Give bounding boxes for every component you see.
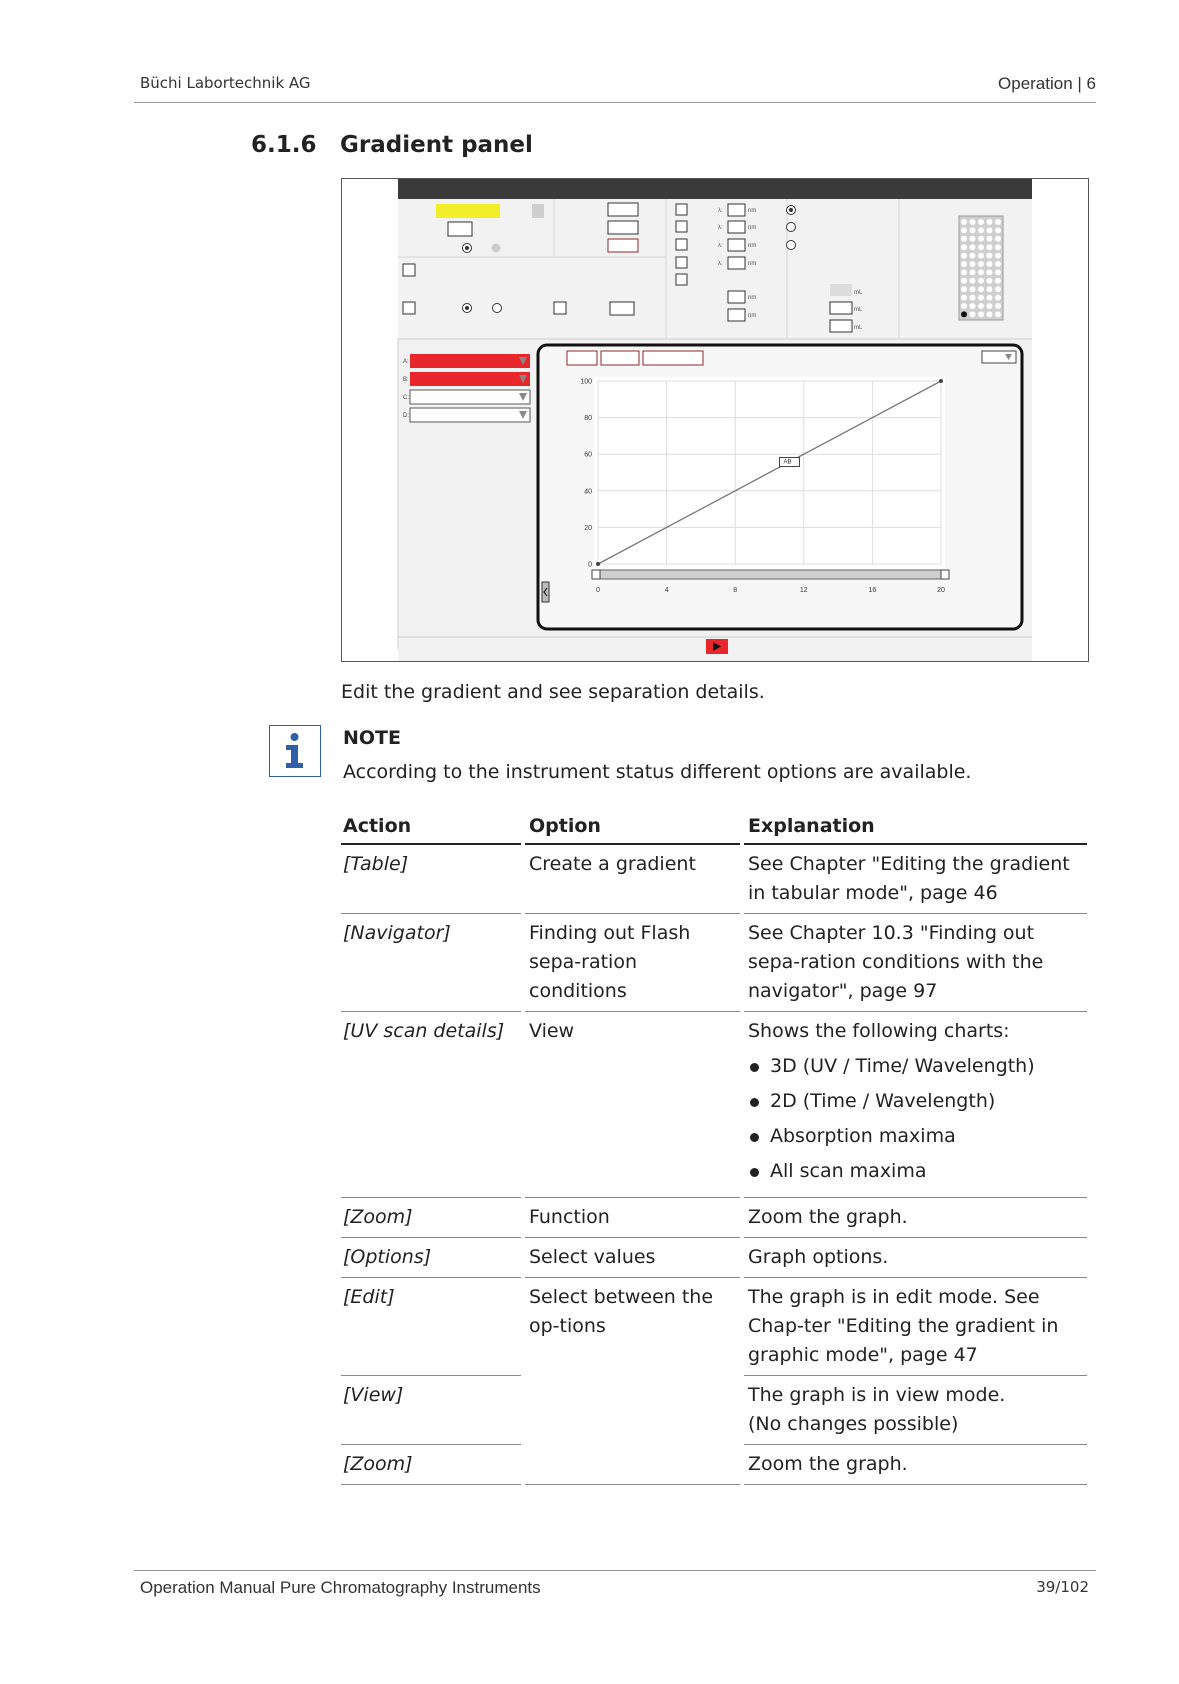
rack-tube[interactable] [970,253,976,259]
gradient-point[interactable] [596,562,600,566]
caption: Edit the gradient and see separation details. [341,681,765,703]
table-row [341,844,1087,914]
footer-divider [134,1570,1096,1571]
solvent-select-b[interactable] [410,372,530,386]
checkbox[interactable] [676,257,687,268]
rack-tube[interactable] [978,244,984,250]
rack-tube[interactable] [961,269,967,275]
input-box[interactable] [608,221,638,234]
rack-tube[interactable] [978,227,984,233]
wavelength-input[interactable] [728,257,745,269]
ml-label: mL [854,307,863,313]
ml-label: mL [854,325,863,331]
wavelength-input[interactable] [728,221,745,233]
lambda-label: λ: [718,225,723,231]
table-row [341,1238,1087,1278]
table-header-row [341,810,1087,844]
table-header-action: Action [341,810,523,844]
rack-tube[interactable] [978,219,984,225]
rack-tube[interactable] [970,295,976,301]
rack-tube[interactable] [987,295,993,301]
radio-disabled [492,244,501,253]
solvent-label-b: B: [403,377,409,383]
header-divider [134,102,1096,103]
explanation-cell: Graph options. [742,1238,1087,1278]
rack-tube[interactable] [987,261,993,267]
option-cell: Function [523,1198,742,1238]
volume-input[interactable] [830,302,852,314]
rack-tube[interactable] [987,303,993,309]
lambda-label: λ: [718,243,723,249]
lambda-label: λ: [718,261,723,267]
checkbox[interactable] [676,274,687,285]
rack-tube[interactable] [970,227,976,233]
rack-tube[interactable] [995,278,1001,284]
navigator-button[interactable] [601,351,639,365]
rack-tube[interactable] [970,244,976,250]
rack-tube[interactable] [987,244,993,250]
nm-label: nm [748,295,757,301]
volume-field [830,284,852,296]
table-row [341,1012,1087,1198]
rack-tube[interactable] [987,219,993,225]
rack-tube[interactable] [961,278,967,284]
fraction-rack[interactable] [959,216,1003,320]
rack-tube[interactable] [987,269,993,275]
y-tick-label: 80 [584,415,592,423]
explanation-text: (No changes possible) [748,1413,959,1435]
rack-tube[interactable] [978,261,984,267]
list-item: All scan maxima [748,1157,1085,1186]
y-tick-label: 60 [584,451,592,459]
x-tick-label: 20 [937,587,945,594]
lambda-label: λ: [718,208,723,214]
action-cell: [Navigator] [341,914,523,1012]
collapse-handle[interactable] [542,582,549,602]
volume-input[interactable] [830,320,852,332]
rack-tube[interactable] [970,278,976,284]
x-tick-label: 0 [596,587,600,594]
list-item: 2D (Time / Wavelength) [748,1087,1085,1116]
explanation-cell: Zoom the graph. [742,1445,1087,1485]
radio[interactable] [493,304,502,313]
table-row [341,914,1087,1012]
rack-tube[interactable] [961,261,967,267]
solvent-select-a[interactable] [410,354,530,368]
x-tick-label: 4 [664,587,669,594]
svg-text:AB: AB [783,459,792,466]
solvent-select-c[interactable] [410,390,530,404]
gradient-panel-screenshot [341,178,1089,662]
yellow-field[interactable] [436,204,500,218]
checkbox[interactable] [554,302,566,314]
x-tick-label: 12 [799,587,808,594]
wavelength-input[interactable] [728,204,745,216]
input-box[interactable] [610,302,634,315]
rack-tube[interactable] [978,295,984,301]
section-number: 6.1.6 [251,132,317,158]
rack-tube[interactable] [970,303,976,309]
footer-manual: Operation Manual Pure Chromatography Instruments [140,1578,541,1597]
chart-list [748,1052,1085,1186]
y-tick-label: 40 [584,488,592,496]
explanation-cell: The graph is in edit mode. See Chap-ter "Editing the gradient in graphic mode", page 47 [742,1278,1087,1376]
action-cell: [Options] [341,1238,523,1278]
explanation-cell [742,1012,1087,1198]
info-icon [269,725,321,777]
action-cell: [View] [341,1376,523,1445]
table-header-explanation: Explanation [742,810,1087,844]
option-cell: Select values [523,1238,742,1278]
rack-tube[interactable] [995,261,1001,267]
rack-tube[interactable] [970,311,976,317]
solvent-label-d: D: [403,413,409,419]
rack-tube[interactable] [995,286,1001,292]
rack-tube[interactable] [978,278,984,284]
rack-tube[interactable] [995,303,1001,309]
table-header-option: Option [523,810,742,844]
input-box[interactable] [608,203,638,216]
rack-tube[interactable] [995,269,1001,275]
explanation-text: Shows the following charts: [748,1020,1010,1042]
note-text: According to the instrument status different options are available. [343,761,972,783]
action-cell: [Zoom] [341,1198,523,1238]
action-cell: [Zoom] [341,1445,523,1485]
rack-tube[interactable] [987,278,993,284]
rack-tube[interactable] [978,303,984,309]
explanation-cell [742,1376,1087,1445]
rack-tube[interactable] [961,311,967,317]
header-company: Büchi Labortechnik AG [140,74,311,92]
zoom-handle-right[interactable] [941,570,949,579]
nm-label: nm [748,225,757,231]
radio[interactable] [787,223,796,232]
rack-tube[interactable] [978,253,984,259]
nm-label: nm [748,313,757,319]
title-bar [398,179,1032,199]
rack-tube[interactable] [961,236,967,242]
curve-marker[interactable] [780,458,800,467]
explanation-cell: See Chapter "Editing the gradient in tabular mode", page 46 [742,844,1087,914]
explanation-cell: Zoom the graph. [742,1198,1087,1238]
rack-tube[interactable] [961,244,967,250]
options-dropdown[interactable] [982,351,1016,363]
list-item: Absorption maxima [748,1122,1085,1151]
rack-tube[interactable] [995,219,1001,225]
rack-tube[interactable] [995,244,1001,250]
explanation-cell: See Chapter 10.3 "Finding out sepa-ration conditions with the navigator", page 97 [742,914,1087,1012]
rack-tube[interactable] [961,219,967,225]
checkbox[interactable] [403,264,415,276]
gradient-point[interactable] [939,379,943,383]
solvent-select-d[interactable] [410,408,530,422]
checkbox[interactable] [403,302,415,314]
checkbox[interactable] [676,221,687,232]
rack-tube[interactable] [978,286,984,292]
option-cell: Select between the op-tions [523,1278,742,1485]
explanation-text: The graph is in view mode. [748,1384,1006,1406]
wavelength-input[interactable] [728,291,745,303]
page-number: 39/102 [1036,1578,1089,1596]
solvent-label-c: C: [403,395,409,401]
action-cell: [UV scan details] [341,1012,523,1198]
option-cell: Finding out Flash sepa-ration conditions [523,914,742,1012]
rack-tube[interactable] [987,286,993,292]
rack-tube[interactable] [987,311,993,317]
rack-tube[interactable] [970,261,976,267]
checkbox[interactable] [676,204,687,215]
rack-tube[interactable] [987,253,993,259]
wavelength-input[interactable] [728,239,745,251]
rack-tube[interactable] [970,269,976,275]
section-title: Gradient panel [340,132,533,158]
zoom-scrollbar[interactable] [592,570,949,579]
rack-tube[interactable] [995,295,1001,301]
table-row [341,1198,1087,1238]
rack-tube[interactable] [961,286,967,292]
radio[interactable] [787,241,796,250]
rack-tube[interactable] [978,311,984,317]
option-cell: View [523,1012,742,1198]
rack-tube[interactable] [961,227,967,233]
nm-label: nm [748,243,757,249]
x-tick-label: 8 [733,587,738,594]
y-tick-label: 0 [588,561,592,569]
rack-tube[interactable] [995,227,1001,233]
action-cell: [Table] [341,844,523,914]
input-box[interactable] [608,239,638,252]
action-cell: [Edit] [341,1278,523,1376]
rack-tube[interactable] [995,253,1001,259]
rack-tube[interactable] [995,236,1001,242]
wavelength-input[interactable] [728,309,745,321]
rack-tube[interactable] [978,269,984,275]
y-tick-label: 20 [584,524,592,532]
checkbox[interactable] [676,239,687,250]
y-tick-label: 100 [580,378,592,386]
rack-tube[interactable] [987,236,993,242]
rack-tube[interactable] [970,219,976,225]
input-box[interactable] [448,222,472,236]
zoom-handle-left[interactable] [592,570,600,579]
uv-scan-details-button[interactable] [643,351,703,365]
option-cell: Create a gradient [523,844,742,914]
rack-tube[interactable] [995,311,1001,317]
table-row [341,1278,1087,1376]
ml-label: mL [854,290,863,296]
note-title: NOTE [343,727,401,749]
list-item: 3D (UV / Time/ Wavelength) [748,1052,1085,1081]
rack-tube[interactable] [987,227,993,233]
rack-tube[interactable] [961,303,967,309]
rack-tube[interactable] [961,253,967,259]
x-tick-label: 16 [868,587,877,594]
header-section: Operation | 6 [998,74,1096,93]
rack-tube[interactable] [970,236,976,242]
rack-tube[interactable] [978,236,984,242]
nm-label: nm [748,261,757,267]
solvent-label-a: A: [403,359,409,365]
table-button[interactable] [567,351,597,365]
small-button[interactable] [532,204,544,218]
rack-tube[interactable] [961,295,967,301]
nm-label: nm [748,208,757,214]
rack-tube[interactable] [970,286,976,292]
action-table [341,810,1087,1485]
